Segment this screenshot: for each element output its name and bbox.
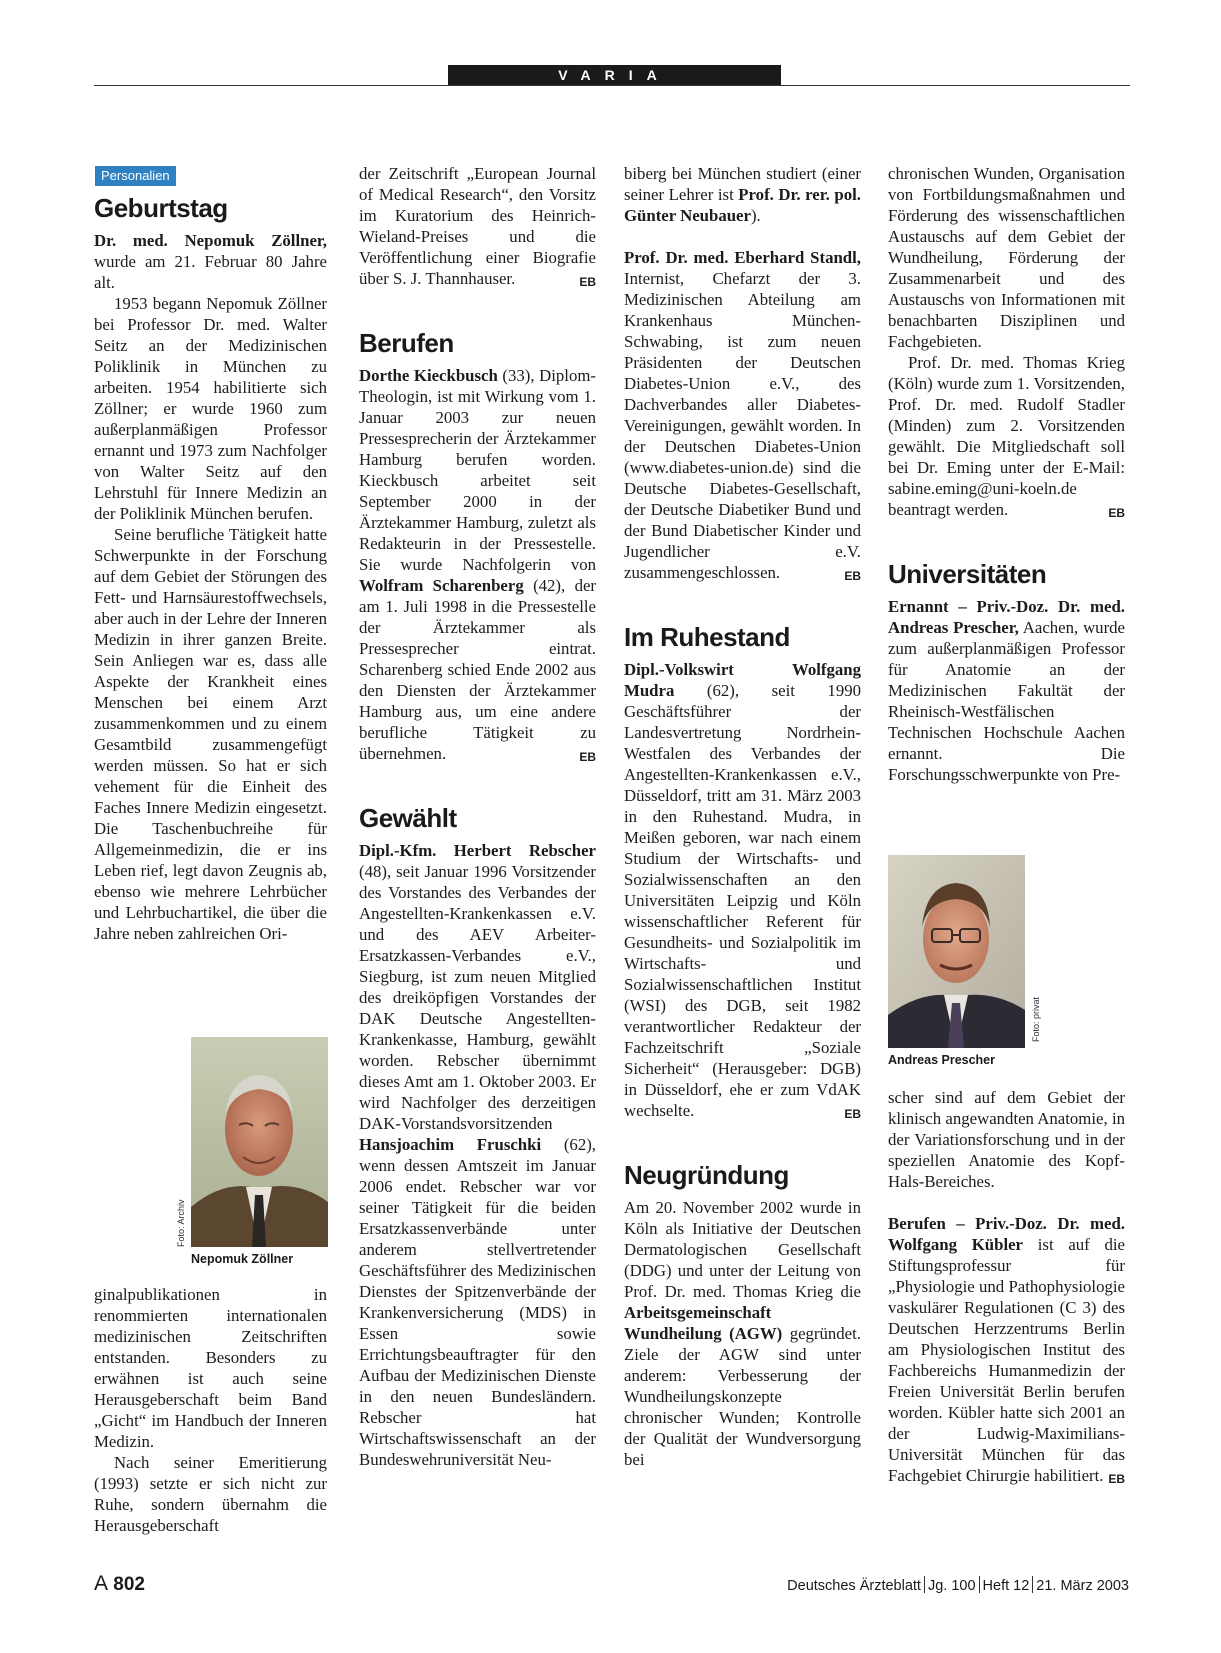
person-name: Hansjoachim Fruschki <box>359 1135 542 1154</box>
issue-date: 21. März 2003 <box>1036 1578 1129 1594</box>
column-3 <box>624 163 861 1470</box>
heading-berufen: Berufen <box>359 328 454 358</box>
issue: Heft 12 <box>982 1578 1030 1594</box>
photo-caption: Nepomuk Zöllner <box>191 1252 294 1266</box>
author-signature: EB <box>1108 506 1125 520</box>
text: (48), seit Januar 1996 Vorsitzender des Vorstandes des Verbandes der Angestellten-Krankenkassen e.V. und des AEV Arbeiter-Ersatzkassen-Verbandes e.V., Siegburg, ist zum neuen Mitglied des dreiköpfigen Vorstandes der DAK Deutsche Angestellten-Krankenkasse, Hamburg, gewählt worden. Rebscher übernimmt dieses Amt am 1. Oktober 2003. Er wird Nachfolger des derzeitigen DAK-Vorstandsvorsitzenden <box>359 862 596 1133</box>
paragraph <box>359 840 596 1470</box>
text: biberg bei München studiert (einer seiner Lehrer ist <box>624 164 861 204</box>
journal-name: Deutsches Ärzteblatt <box>787 1578 921 1594</box>
person-name: Dorthe Kieckbusch <box>359 366 498 385</box>
photo-credit: Foto: privat <box>1031 996 1041 1042</box>
text: Aachen, wurde zum außerplanmäßigen Professor für Anatomie an der Medizinischen Fakultät der Rheinisch-Westfälischen Technischen Hochschule Aachen ernannt. Die Forschungsschwerpunkte von Pre- <box>888 618 1126 784</box>
text: wurde am 21. Februar 80 Jahre alt. <box>94 252 327 292</box>
paragraph: ginalpublikationen in renommierten internationalen medizinischen Zeitschriften entstanden. Besonders zu erwähnen ist auch seine Herausgeberschaft beim Band „Gicht“ im Handbuch der Inneren Medizin. <box>94 1285 327 1451</box>
heading-neugruendung: Neugründung <box>624 1160 789 1190</box>
publication-info <box>787 1576 1129 1594</box>
paragraph: scher sind auf dem Gebiet der klinisch angewandten Anatomie, in der Variationsforschung und in der speziellen Anatomie des Kopf-Hals-Bereiches. <box>888 1088 1125 1191</box>
paragraph <box>624 659 861 1121</box>
column-1 <box>94 192 327 965</box>
paragraph <box>624 1197 861 1470</box>
paragraph <box>359 163 596 289</box>
page-number-value: 802 <box>113 1574 145 1595</box>
text: (62), seit 1990 Geschäftsführer der Landesvertretung Nordrhein-Westfalen des Verbandes der Angestellten-Krankenkassen e.V., Düsseldorf, tritt am 31. März 2003 in den Ruhestand. Mudra, in Meißen geboren, war nach einem Studium der Wirtschafts- und Sozialwissenschaften an den Universitäten Leipzig und Köln wissenschaftlicher Referent für Gesundheits- und Sozialpolitik im Wirtschafts- und Sozialwissenschaftlichen Institut (WSI) des DGB, seit 1982 verantwortlicher Redakteur der Fachzeitschrift „Soziale Sicherheit“ (Herausgeber: DGB) in Düsseldorf, ehe er zum VdAK wechselte. <box>624 681 861 1120</box>
paragraph: 1953 begann Nepomuk Zöllner bei Professor Dr. med. Walter Seitz an der Medizinischen Poliklinik in München zu arbeiten. 1954 habilitierte sich Zöllner; er wurde 1960 zum außerplanmäßigen Professor ernannt und 1973 zum Nachfolger von Walter Seitz auf den Lehrstuhl für Innere Medizin an der Poliklinik München berufen. <box>94 294 327 523</box>
paragraph <box>888 596 1125 785</box>
portrait-photo-prescher <box>888 855 1025 1048</box>
separator <box>1032 1576 1033 1593</box>
page-number <box>94 1572 145 1596</box>
text: ). <box>750 206 761 225</box>
category-tag: Personalien <box>95 166 176 186</box>
section-header: VARIA <box>448 65 781 86</box>
person-name: Wolfram Scharenberg <box>359 576 524 595</box>
text: (33), Diplom-Theologin, ist mit Wirkung vom 1. Januar 2003 zur neuen Pressesprecherin der Ärztekammer Hamburg berufen worden. Kieckbusch arbeitet seit September 2000 in der Ärztekammer Hamburg, zuletzt als Redakteurin in der Pressestelle. Sie wurde Nachfolgerin von <box>359 366 596 574</box>
column-4-continued <box>888 1087 1125 1490</box>
column-2 <box>359 163 596 1470</box>
person-name: Ernannt – Priv.-Doz. Dr. med. Andreas Prescher, <box>888 597 1125 637</box>
text: Prof. Dr. med. Thomas Krieg (Köln) wurde zum 1. Vorsitzenden, Prof. Dr. med. Rudolf Stadler (Minden) zum 2. Vorsitzenden gewählt. Die Mitgliedschaft soll bei Dr. Eming unter der E-Mail: sabine.eming@uni-koeln.de beantragt werden. <box>888 353 1125 519</box>
header-rule <box>94 85 1130 86</box>
author-signature: EB <box>579 750 596 764</box>
text: ist auf die Stiftungsprofessur für „Physiologie und Pathophysiologie vaskulärer Regulationen (C 3) des Deutschen Herzzentrums Berlin am Physiologischen Institut des Fachbereichs Humanmedizin der Freien Universität Berlin berufen worden. Kübler hatte sich 2001 an der Ludwig-Maximilians-Universität München für das Fachgebiet Chirurgie habilitiert. <box>888 1235 1125 1485</box>
column-4 <box>888 163 1125 785</box>
paragraph: Nach seiner Emeritierung (1993) setzte er sich nicht zur Ruhe, sondern übernahm die Herausgeberschaft <box>94 1453 327 1535</box>
person-name: Dipl.-Volkswirt Wolfgang Mudra <box>624 660 861 700</box>
page-prefix: A <box>94 1572 109 1595</box>
author-signature: EB <box>1108 1472 1125 1486</box>
text: (42), der am 1. Juli 1998 in die Pressestelle der Ärztekammer als Pressesprecher eintrat. Scharenberg schied Ende 2002 aus den Diensten der Ärztekammer Hamburg aus, um eine andere berufliche Tätigkeit zu übernehmen. <box>359 576 596 763</box>
paragraph <box>624 247 861 583</box>
volume: Jg. 100 <box>927 1578 976 1594</box>
heading-geburtstag: Geburtstag <box>94 193 228 223</box>
text: gegründet. Ziele der AGW sind unter anderem: Verbesserung der Wundheilungskonzepte chronischer Wunden; Kontrolle der Qualität der Wundversorgung bei <box>624 1324 861 1469</box>
separator <box>979 1576 980 1593</box>
paragraph: chronischen Wunden, Organisation von Fortbildungsmaßnahmen und Förderung des wissenschaftlichen Austauschs auf dem Gebiet der Wundheilung, Förderung der Zusammenarbeit und des Austauschs von Informationen mit benachbarten Disziplinen und Fachgebieten. <box>888 164 1125 351</box>
paragraph <box>888 1213 1125 1486</box>
text: Am 20. November 2002 wurde in Köln als Initiative der Deutschen Dermatologischen Gesellschaft (DDG) und unter der Leitung von Prof. Dr. med. Thomas Krieg die <box>624 1198 861 1301</box>
heading-ruhestand: Im Ruhestand <box>624 622 790 652</box>
photo-credit: Foto: Archiv <box>176 1199 186 1247</box>
paragraph <box>94 230 327 293</box>
column-1-continued <box>94 1284 327 1536</box>
paragraph <box>888 352 1125 520</box>
text: Internist, Chefarzt der 3. Medizinischen Abteilung am Krankenhaus München-Schwabing, ist zum neuen Präsidenten der Deutschen Diabetes-Union e.V., des Dachverbandes aller Diabetes-Vereinigungen, gewählt worden. In der Deutschen Diabetes-Union (www.diabetes-union.de) sind die Deutsche Diabetes-Gesellschaft, der Deutsche Diabetiker Bund und der Bund Diabetischer Kinder und Jugendlicher e.V. zusammengeschlossen. <box>624 269 861 582</box>
separator <box>924 1576 925 1593</box>
paragraph <box>359 365 596 764</box>
portrait-photo-zoellner <box>191 1037 328 1247</box>
paragraph <box>624 163 861 226</box>
heading-universitaeten: Universitäten <box>888 559 1047 589</box>
person-name: Dipl.-Kfm. Herbert Rebscher <box>359 841 596 860</box>
person-name: Prof. Dr. rer. pol. Günter Neubauer <box>624 185 861 225</box>
person-name: Prof. Dr. med. Eberhard Standl, <box>624 248 861 267</box>
text: (62), wenn dessen Amtszeit im Januar 2006 endet. Rebscher war vor seiner Tätigkeit für die beiden Ersatzkassenverbände unter anderem stellvertretender Geschäftsführer des Medizinischen Dienstes der Spitzenverbände der Krankenversicherung (MDS) in Essen sowie Errichtungsbeauftragter für den Aufbau der Medizinischen Dienste in den neuen Bundesländern. Rebscher hat Wirtschaftswissenschaft an der Bundeswehruniversität Neu- <box>359 1135 596 1469</box>
text: der Zeitschrift „European Journal of Medical Research“, den Vorsitz im Kuratorium des Heinrich-Wieland-Preises und die Veröffentlichung einer Biografie über S. J. Thannhauser. <box>359 164 596 288</box>
person-name: Berufen – Priv.-Doz. Dr. med. Wolfgang Kübler <box>888 1214 1125 1254</box>
organization-name: Arbeitsgemeinschaft Wundheilung (AGW) <box>624 1303 783 1343</box>
author-signature: EB <box>579 275 596 289</box>
photo-caption: Andreas Prescher <box>888 1053 996 1067</box>
person-name: Dr. med. Nepomuk Zöllner, <box>94 231 327 250</box>
paragraph: Seine berufliche Tätigkeit hatte Schwerpunkte in der Forschung auf dem Gebiet der Störungen des Fett- und Harnsäurestoffwechsels, aber auch in der Lehre der Inneren Medizin in ihrer ganzen Breite. Sein Anliegen war es, dass alle Aspekte der Krankheit eines Menschen bei einem Arzt zusammenkommen und zu einem Gesamtbild zusammengefügt werden müssen. So hat er sich vehement für die Einheit des Faches Innere Medizin eingesetzt. Die Taschenbuchreihe für Allgemeinmedizin, die er ins Leben rief, legt davon Zeugnis ab, ebenso wie mehrere Lehrbücher und Lehrbuchartikel, die über die Jahre neben zahlreichen Ori- <box>94 525 327 943</box>
heading-gewaehlt: Gewählt <box>359 803 457 833</box>
author-signature: EB <box>844 1107 861 1121</box>
author-signature: EB <box>844 569 861 583</box>
